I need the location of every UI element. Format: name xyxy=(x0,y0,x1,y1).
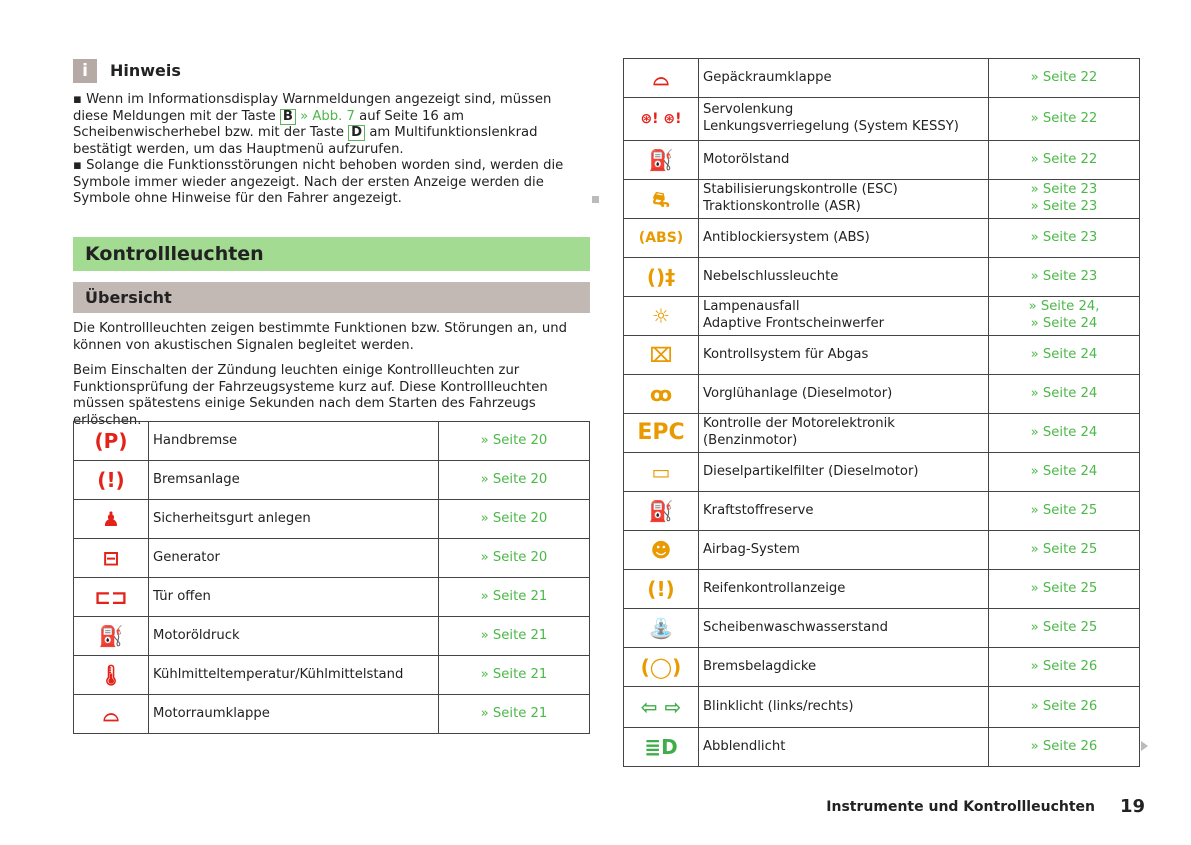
indicator-label xyxy=(699,570,989,609)
page-reference[interactable] xyxy=(989,219,1140,258)
indicator-label xyxy=(699,336,989,375)
page-link[interactable]: » Seite 22 xyxy=(1030,69,1098,85)
table-row xyxy=(624,728,1140,767)
page-reference[interactable] xyxy=(439,539,590,578)
indicator-label xyxy=(149,461,439,500)
page-number: 19 xyxy=(1120,796,1146,817)
table-row xyxy=(74,578,590,617)
table-row xyxy=(624,687,1140,728)
note-text: ▪ Wenn im Informationsdisplay Warnmeldungen angezeigt sind, müssen diese Meldungen mit der Taste xyxy=(73,92,552,124)
end-marker xyxy=(592,196,599,203)
indicator-label xyxy=(699,453,989,492)
indicator-label xyxy=(149,539,439,578)
indicator-label xyxy=(699,297,989,336)
page-reference[interactable] xyxy=(989,180,1140,219)
section-title: Kontrollleuchten xyxy=(73,237,590,271)
indicator-label xyxy=(699,728,989,767)
indicator-label xyxy=(699,687,989,728)
table-row xyxy=(624,219,1140,258)
table-row xyxy=(624,258,1140,297)
label-text: Sicherheitsgurt anlegen xyxy=(153,510,311,526)
brake-pad-icon: (◯) xyxy=(624,648,699,687)
page-link[interactable]: » Seite 24 xyxy=(1030,424,1098,440)
trunk-icon: ⌓ xyxy=(624,59,699,98)
label-text: Airbag-System xyxy=(703,541,800,557)
table-row xyxy=(624,59,1140,98)
indicator-label xyxy=(149,695,439,734)
page-link[interactable]: » Seite 22 xyxy=(1030,110,1098,126)
label-text: Motoröldruck xyxy=(153,627,240,643)
label-text: Bremsanlage xyxy=(153,471,240,487)
page-reference[interactable] xyxy=(989,98,1140,141)
epc-icon: EPC xyxy=(624,414,699,453)
label-text: Lampenausfall xyxy=(703,299,800,315)
page-link[interactable]: » Seite 23 xyxy=(1030,229,1098,245)
label-text: Generator xyxy=(153,549,220,565)
washer-fluid-icon: ⛲ xyxy=(624,609,699,648)
table-row xyxy=(624,609,1140,648)
label-text: Motorölstand xyxy=(703,151,790,167)
right-indicator-table xyxy=(623,58,1140,767)
indicator-label xyxy=(699,59,989,98)
page-link[interactable]: » Seite 24 xyxy=(1030,316,1098,331)
engine-icon: ⌧ xyxy=(624,336,699,375)
label-text: Bremsbelagdicke xyxy=(703,658,817,674)
label-text: Kontrollsystem für Abgas xyxy=(703,346,869,362)
oil-level-icon: ⛽ xyxy=(624,141,699,180)
footer-chapter: Instrumente und Kontrollleuchten xyxy=(826,799,1095,815)
page-link[interactable]: » Seite 23 xyxy=(1030,182,1098,198)
page-link[interactable]: » Seite 21 xyxy=(480,705,548,721)
page-reference[interactable] xyxy=(989,297,1140,336)
page-reference[interactable] xyxy=(989,336,1140,375)
indicator-label xyxy=(699,414,989,453)
seatbelt-icon: ♟ xyxy=(74,500,149,539)
table-row xyxy=(624,414,1140,453)
page-link[interactable]: » Seite 26 xyxy=(1030,698,1098,714)
page-reference[interactable] xyxy=(439,422,590,461)
table-row xyxy=(624,180,1140,219)
label-text: Kontrolle der Motorelektronik (Benzinmotor) xyxy=(703,416,895,448)
page-reference[interactable] xyxy=(989,141,1140,180)
continue-arrow-icon xyxy=(1141,741,1148,751)
label-text: Reifenkontrollanzeige xyxy=(703,580,846,596)
table-row xyxy=(74,695,590,734)
left-indicator-table xyxy=(73,421,590,734)
indicator-label xyxy=(699,492,989,531)
table-row xyxy=(624,453,1140,492)
page-reference[interactable] xyxy=(989,492,1140,531)
page-reference[interactable] xyxy=(989,414,1140,453)
label-text: Antiblockiersystem (ABS) xyxy=(703,229,870,245)
table-row xyxy=(624,98,1140,141)
table-row xyxy=(74,539,590,578)
label-text: Lenkungsverriegelung (System KESSY) xyxy=(703,119,959,134)
hood-icon: ⌓ xyxy=(74,695,149,734)
page-reference[interactable] xyxy=(989,453,1140,492)
page-reference[interactable] xyxy=(989,59,1140,98)
indicator-label xyxy=(699,375,989,414)
label-text: Abblendlicht xyxy=(703,738,786,754)
page-link[interactable]: » Seite 22 xyxy=(1030,151,1098,167)
table-row xyxy=(74,656,590,695)
page-reference[interactable] xyxy=(989,570,1140,609)
page-link[interactable]: » Seite 21 xyxy=(480,588,548,604)
indicator-label xyxy=(699,648,989,687)
table-row xyxy=(624,648,1140,687)
label-text: Vorglühanlage (Dieselmotor) xyxy=(703,385,893,401)
page-link[interactable]: » Seite 24 xyxy=(1030,346,1098,362)
page-link[interactable]: » Seite 24, xyxy=(1028,299,1100,315)
indicator-label xyxy=(149,422,439,461)
label-text: Dieselpartikelfilter (Dieselmotor) xyxy=(703,463,919,479)
table-row xyxy=(624,570,1140,609)
label-text: Kraftstoffreserve xyxy=(703,502,814,518)
page-reference[interactable] xyxy=(439,695,590,734)
table-row xyxy=(624,492,1140,531)
page-link[interactable]: » Seite 23 xyxy=(1030,268,1098,284)
page-link[interactable]: » Seite 26 xyxy=(1030,738,1098,754)
tire-pressure-icon: (!) xyxy=(624,570,699,609)
page-reference[interactable] xyxy=(439,617,590,656)
page-reference[interactable] xyxy=(989,531,1140,570)
page-link[interactable]: » Seite 20 xyxy=(480,510,548,526)
indicator-label xyxy=(699,141,989,180)
page-reference[interactable] xyxy=(989,728,1140,767)
label-text: Nebelschlussleuchte xyxy=(703,268,839,284)
door-open-icon: ⊏⊐ xyxy=(74,578,149,617)
indicator-label xyxy=(699,180,989,219)
table-row xyxy=(74,461,590,500)
label-text: Gepäckraumklappe xyxy=(703,69,832,85)
fuel-icon: ⛽ xyxy=(624,492,699,531)
page-reference[interactable] xyxy=(989,375,1140,414)
page-reference[interactable] xyxy=(439,578,590,617)
brake-system-icon: (!) xyxy=(74,461,149,500)
note-title: Hinweis xyxy=(110,61,181,80)
turn-signal-icon: ⇦ ⇨ xyxy=(624,687,699,728)
table-row xyxy=(624,141,1140,180)
page-link[interactable]: » Seite 20 xyxy=(480,471,548,487)
label-text: Handbremse xyxy=(153,432,238,448)
section-subtitle: Übersicht xyxy=(73,282,590,313)
table-row xyxy=(74,422,590,461)
table-row xyxy=(624,375,1140,414)
table-row xyxy=(624,297,1140,336)
indicator-label xyxy=(149,656,439,695)
page-link[interactable]: » Seite 26 xyxy=(1030,658,1098,674)
label-text: Blinklicht (links/rechts) xyxy=(703,698,854,714)
label-text: Kühlmitteltemperatur/Kühlmittelstand xyxy=(153,666,404,682)
coolant-icon: 🌡 xyxy=(74,656,149,695)
key-d: D xyxy=(348,125,365,141)
label-text: Traktionskontrolle (ASR) xyxy=(703,199,861,214)
label-text: Servolenkung xyxy=(703,102,794,118)
label-text: Tür offen xyxy=(153,588,211,604)
page-reference[interactable] xyxy=(989,258,1140,297)
page-link[interactable]: » Seite 25 xyxy=(1030,502,1098,518)
indicator-label xyxy=(699,219,989,258)
page-reference[interactable] xyxy=(439,656,590,695)
label-text: Motorraumklappe xyxy=(153,705,270,721)
indicator-label xyxy=(699,531,989,570)
battery-icon: ⊟ xyxy=(74,539,149,578)
indicator-label xyxy=(149,578,439,617)
intro-paragraph-1: Die Kontrollleuchten zeigen bestimmte Funktionen bzw. Störungen an, und können von akustischen Signalen begleitet werden. xyxy=(73,321,567,353)
note-text: am Multifunktionslenkrad bestätigt werden, um das Hauptmenü aufzurufen. xyxy=(73,125,538,157)
label-text: Adaptive Frontscheinwerfer xyxy=(703,316,885,331)
note-text: auf Seite 16 am Scheibenwischerhebel bzw. mit der Taste xyxy=(73,108,464,141)
page-link[interactable]: » Seite 25 xyxy=(1030,580,1098,596)
note-paragraph-2: ▪ Solange die Funktionsstörungen nicht behoben worden sind, werden die Symbole immer wieder angezeigt. Nach der ersten Anzeige werden die Symbole ohne Hinweise für den Fahrer angezeigt. xyxy=(73,158,564,207)
table-row xyxy=(74,500,590,539)
page-link[interactable]: » Seite 25 xyxy=(1030,541,1098,557)
table-row xyxy=(624,531,1140,570)
parking-brake-icon: (P) xyxy=(74,422,149,461)
indicator-label xyxy=(149,617,439,656)
particle-filter-icon: ▭ xyxy=(624,453,699,492)
page-reference[interactable] xyxy=(439,461,590,500)
esc-icon: ⛐ xyxy=(624,180,699,219)
intro-paragraph-2: Beim Einschalten der Zündung leuchten einige Kontrollleuchten zur Funktionsprüfung der Fahrzeugsysteme kurz auf. Diese Kontrollleuchten müssen spätestens einige Sekunden nach dem Starten des Fahrzeugs erlöschen. xyxy=(73,363,548,428)
steering-icon: ⊛! ⊛! xyxy=(624,98,699,141)
page-link[interactable]: » Seite 21 xyxy=(480,627,548,643)
glow-plug-icon: ꝏ xyxy=(624,375,699,414)
page-link[interactable]: » Seite 20 xyxy=(480,549,548,565)
indicator-label xyxy=(149,500,439,539)
rear-fog-icon: ()‡ xyxy=(624,258,699,297)
page-reference[interactable] xyxy=(989,687,1140,728)
table-row xyxy=(624,336,1140,375)
page-link[interactable]: » Seite 23 xyxy=(1030,199,1098,214)
label-text: Scheibenwaschwasserstand xyxy=(703,619,888,635)
indicator-label xyxy=(699,98,989,141)
page-link[interactable]: » Seite 20 xyxy=(480,432,548,448)
table-row xyxy=(74,617,590,656)
abs-icon: (ABS) xyxy=(624,219,699,258)
page-reference[interactable] xyxy=(439,500,590,539)
low-beam-icon: ≣D xyxy=(624,728,699,767)
label-text: Stabilisierungskontrolle (ESC) xyxy=(703,182,898,198)
airbag-icon: ☻ xyxy=(624,531,699,570)
page-reference[interactable] xyxy=(989,648,1140,687)
bulb-failure-icon: ☼ xyxy=(624,297,699,336)
page-reference[interactable] xyxy=(989,609,1140,648)
page-link[interactable]: » Seite 21 xyxy=(480,666,548,682)
indicator-label xyxy=(699,258,989,297)
oil-pressure-icon: ⛽ xyxy=(74,617,149,656)
key-b: B xyxy=(280,109,296,125)
figure-link[interactable]: » Abb. 7 xyxy=(295,108,355,124)
page-link[interactable]: » Seite 24 xyxy=(1030,463,1098,479)
info-icon: i xyxy=(73,59,97,83)
note-paragraph-1 xyxy=(73,92,588,158)
indicator-label xyxy=(699,609,989,648)
page-link[interactable]: » Seite 25 xyxy=(1030,619,1098,635)
page-link[interactable]: » Seite 24 xyxy=(1030,385,1098,401)
